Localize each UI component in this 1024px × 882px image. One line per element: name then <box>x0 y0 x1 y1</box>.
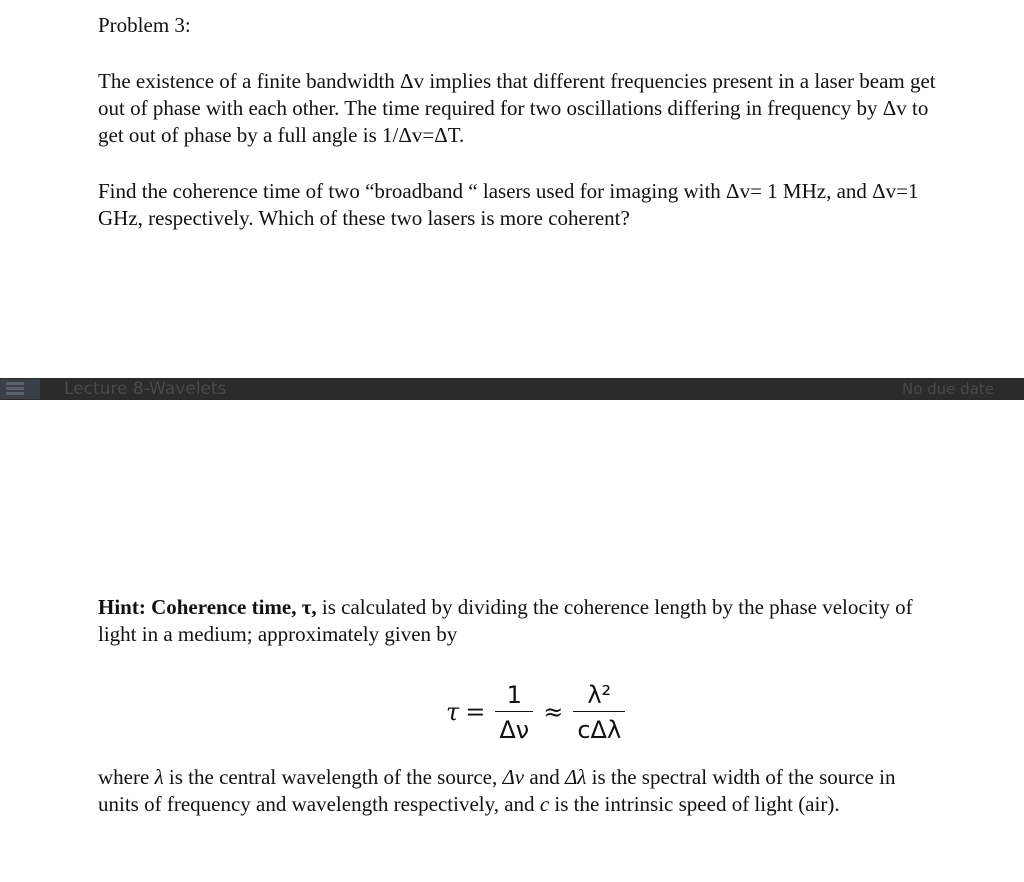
fraction-2-denominator: cΔλ <box>573 711 625 744</box>
problem-paragraph-2: Find the coherence time of two “broadband “ lasers used for imaging with Δv= 1 MHz, and Δv=1 GHz, respectively. Which of these two lasers is more coherent? <box>98 179 919 230</box>
where-text-4: is the spectral width of the source in units of frequency and wavelength respectively, and <box>98 765 896 816</box>
c-symbol: c <box>539 792 550 816</box>
where-text-3: and <box>524 765 565 789</box>
delta-nu-symbol: Δv <box>502 765 525 789</box>
due-date: No due date <box>901 380 994 398</box>
lambda-symbol: λ <box>154 765 164 789</box>
problem-title: Problem 3: <box>98 13 191 37</box>
hint-label: Hint: Coherence time, τ, <box>98 595 317 619</box>
hint-paragraph <box>98 594 918 648</box>
where-text-1: where <box>98 765 155 789</box>
equals-sign: = <box>465 698 486 726</box>
fraction-1 <box>495 681 533 744</box>
approx-sign: ≈ <box>543 698 564 726</box>
list-icon <box>0 379 40 399</box>
where-text-5: is the intrinsic speed of light (air). <box>549 792 840 816</box>
where-text-2: is the central wavelength of the source, <box>163 765 503 789</box>
hint-text: is calculated by dividing the coherence length by the phase velocity of light in a medium; approximately given by <box>98 595 913 646</box>
problem-paragraph-1: The existence of a finite bandwidth Δv implies that different frequencies present in a laser beam get out of phase with each other. The time required for two oscillations differing in frequency by Δv to get out of phase by a full angle is 1/Δv=ΔT. <box>98 69 936 147</box>
coherence-formula <box>446 672 629 752</box>
fraction-2-numerator: λ² <box>587 680 612 709</box>
fraction-1-denominator: Δν <box>495 711 533 744</box>
lecture-bar[interactable] <box>0 378 1024 400</box>
lecture-title[interactable]: Lecture 8-Wavelets <box>64 379 227 399</box>
where-paragraph <box>98 764 928 818</box>
delta-lambda-symbol: Δλ <box>564 765 587 789</box>
fraction-1-numerator: 1 <box>506 680 522 709</box>
tau-symbol: τ <box>446 698 460 726</box>
fraction-2 <box>573 681 625 744</box>
